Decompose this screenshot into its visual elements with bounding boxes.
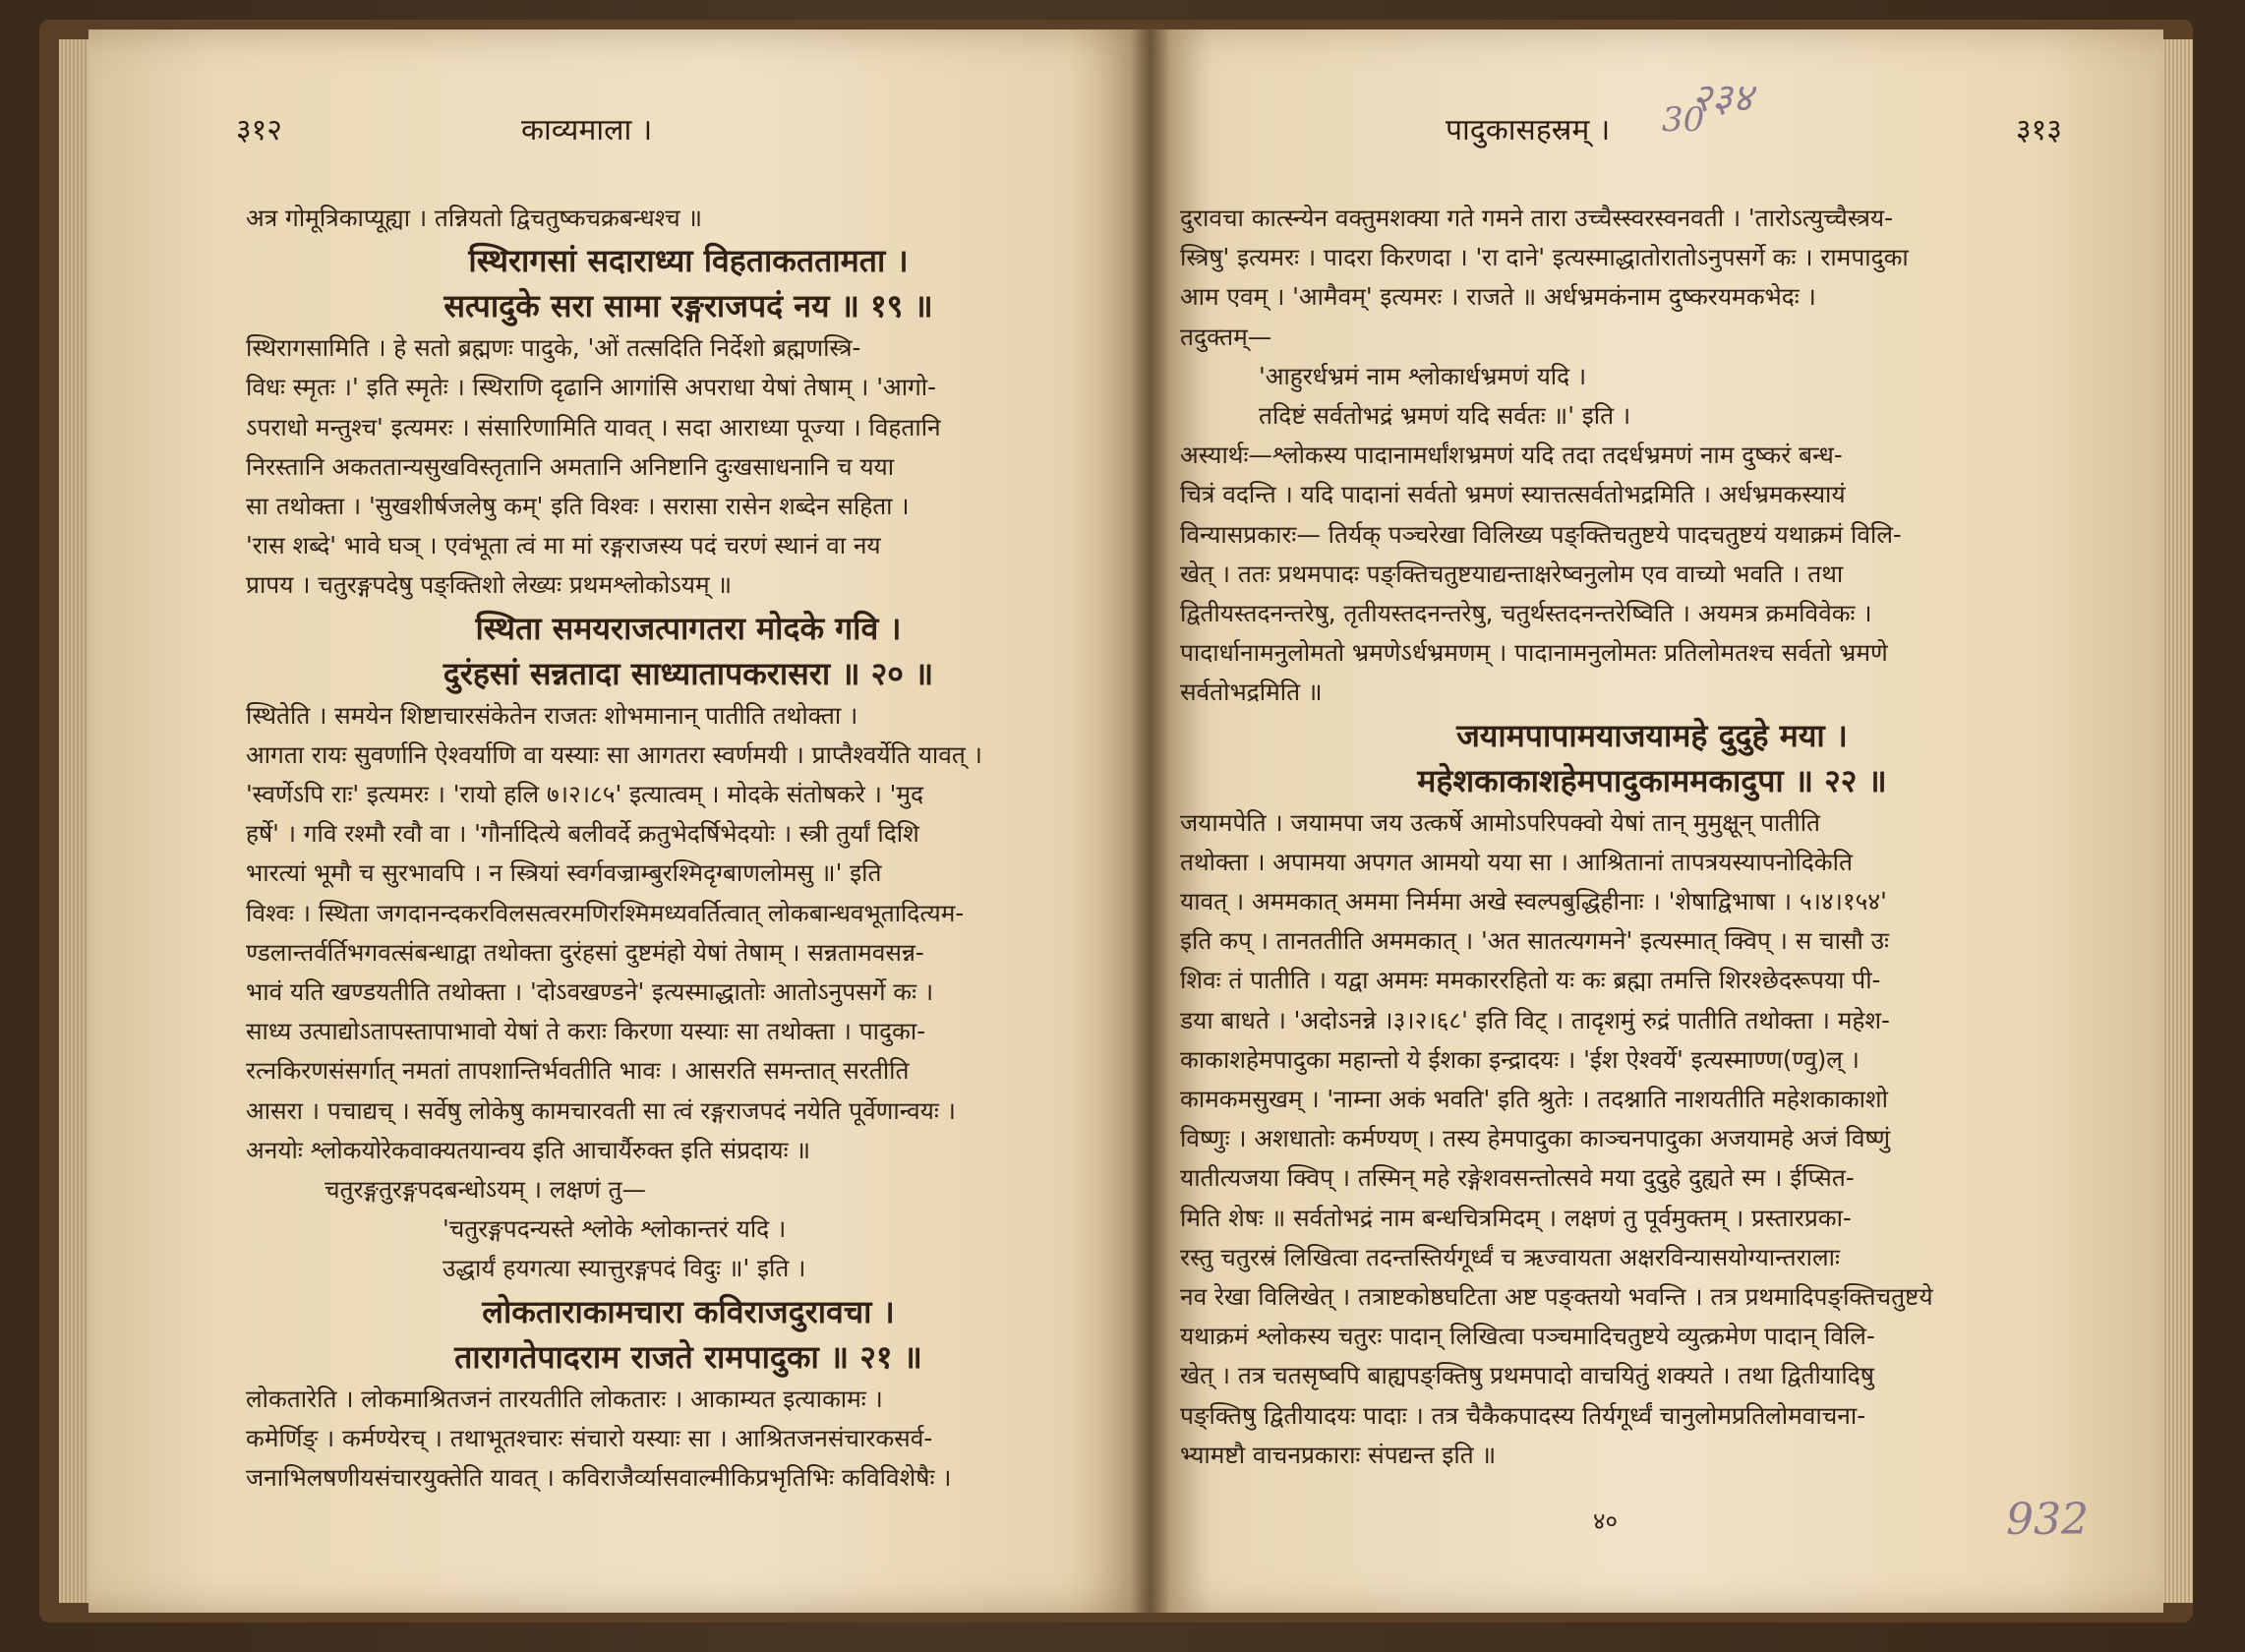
- verse-line: जयामपापामयाजयामहे दुदुहे मया ।: [1456, 716, 1848, 754]
- running-head: काव्यमाला ।: [521, 113, 653, 148]
- text-line: स्त्रिषु' इत्यमरः । पादरा किरणदा । 'रा दाने' इत्यस्माद्धातोरातोऽनुपसर्गे कः । रामपादुका: [1180, 243, 1909, 272]
- text-line: काकाशहेमपादुका महान्तो ये ईशका इन्द्रादयः । 'ईश ऐश्वर्ये' इत्यस्माण्ण(ण्वु)ल् ।: [1180, 1044, 1860, 1074]
- page-number: ३१३: [2016, 113, 2062, 148]
- text-line: मिति शेषः ॥ सर्वतोभद्रं नाम बन्धचित्रमिदम् । लक्षणं तु पूर्वमुक्तम् । प्रस्तारप्रका-: [1180, 1203, 1852, 1232]
- page-number: ३१२: [236, 113, 282, 148]
- text-line: यातीत्यजया क्विप् । तस्मिन् महे रङ्गेशवसन्तोत्सवे मया दुदुहे दुह्यते स्म । ईप्सित-: [1180, 1163, 1855, 1193]
- text-line: जनाभिलषणीयसंचारयुक्तेति यावत् । कविराजैर्व्यासवाल्मीकिप्रभृतिभिः कविविशेषैः ।: [246, 1463, 952, 1493]
- text-line: खेत् । ततः प्रथमपादः पङ्क्तिचतुष्टयाद्यन्ताक्षरेष्वनुलोम एव वाच्यो भवति । तथा: [1180, 559, 1844, 588]
- text-line: रत्नकिरणसंसर्गात् नमतां तापशान्तिर्भवतीति भावः । आसरति समन्तात् सरतीति: [246, 1056, 910, 1086]
- right-page: [1151, 30, 2163, 1613]
- text-line: द्वितीयस्तदनन्तरेषु, तृतीयस्तदनन्तरेषु, चतुर्थस्तदनन्तरेष्विति । अयमत्र क्रमविवेकः ।: [1180, 599, 1872, 628]
- page-edges-right: [2158, 39, 2193, 1603]
- text-line: अनयोः श्लोकयोरेकवाक्यतयान्वय इति आचार्यैरुक्त इति संप्रदायः ॥: [246, 1135, 811, 1164]
- text-line: कामकमसुखम् । 'नाम्ना अकं भवति' इति श्रुतेः । तदश्नाति नाशयतीति महेशकाकाशो: [1180, 1085, 1888, 1114]
- text-line: रस्तु चतुरस्रं लिखित्वा तदन्तस्तिर्यगूर्ध्वं च ऋज्वायता अक्षरविन्यासयोग्यान्तरालाः: [1180, 1242, 1840, 1271]
- running-head: पादुकासहस्रम् ।: [1446, 113, 1611, 148]
- text-line: चतुरङ्गतुरङ्गपदबन्धोऽयम् । लक्षणं तु—: [325, 1175, 646, 1205]
- text-line: तदिष्टं सर्वतोभद्रं भ्रमणं यदि सर्वतः ॥' इति ।: [1259, 401, 1631, 431]
- text-line: आगता रायः सुवर्णानि ऐश्वर्याणि वा यस्याः सा आगतरा स्वर्णमयी । प्राप्तैश्वर्येति यावत् ।: [246, 739, 982, 769]
- text-line: सा तथोक्ता । 'सुखशीर्षजलेषु कम्' इति विश्वः । सरासा रासेन शब्देन सहिता ।: [246, 492, 910, 521]
- text-line: चित्रं वदन्ति । यदि पादानां सर्वतो भ्रमणं स्यात्तत्सर्वतोभद्रमिति । अर्धभ्रमकस्यायं: [1180, 480, 1846, 509]
- text-line: विन्यासप्रकारः— तिर्यक् पञ्चरेखा विलिख्य पङ्क्तिचतुष्टये पादचतुष्टयं यथाक्रमं विलि-: [1180, 519, 1902, 549]
- verse-line: दुरंहसां सन्नतादा साध्यातापकरासरा ॥ २० ॥: [443, 654, 934, 692]
- text-line: दुरावचा कात्स्न्येन वक्तुमशक्या गते गमने तारा उच्चैस्स्वरस्वनवती । 'तारोऽत्युच्चैस्त्रय-: [1180, 204, 1893, 232]
- verse-line: स्थिरागसां सदाराध्या विहताकततामता ।: [468, 242, 909, 280]
- text-line: 'स्वर्णेऽपि राः' इत्यमरः । 'रायो हलि ७।२।८५' इत्यात्वम् । मोदके संतोषकरे । 'मुद: [246, 780, 924, 809]
- text-line: नव रेखा विलिखेत् । तत्राष्टकोष्ठघटिता अष्ट पङ्क्तयो भवन्ति । तत्र प्रथमादिपङ्क्तिचतुष्टये: [1180, 1282, 1933, 1312]
- text-line: ण्डलान्तर्वर्तिभगवत्संबन्धाद्वा तथोक्ता दुरंहसां दुष्टमंहो येषां तेषाम् । सन्नतामवसन्न-: [246, 937, 924, 967]
- verse-line: सत्पादुके सरा सामा रङ्गराजपदं नय ॥ १९ ॥: [443, 287, 933, 325]
- handwritten-note-head: 30: [1662, 100, 1705, 140]
- left-page-text: [246, 199, 1131, 1498]
- text-line: इति कप् । तानततीति अममकात् । 'अत सातत्यगमने' इत्यस्मात् क्विप् । स चासौ उः: [1180, 926, 1890, 956]
- text-line: प्रापय । चतुरङ्गपदेषु पङ्क्तिशो लेख्यः प्रथमश्लोकोऽयम् ॥: [246, 570, 733, 600]
- text-line: विधः स्मृतः ।' इति स्मृतेः । स्थिराणि दृढानि आगांसि अपराधा येषां तेषाम् । 'आगो-: [246, 373, 936, 402]
- text-line: आसरा । पचाद्यच् । सर्वेषु लोकेषु कामचारवती सा त्वं रङ्गराजपदं नयेति पूर्वेणान्वयः ।: [246, 1095, 956, 1125]
- text-line: स्थिरागसामिति । हे सतो ब्रह्मणः पादुके, 'ओं तत्सदिति निर्देशो ब्रह्मणस्त्रि-: [246, 333, 861, 363]
- text-line: सर्वतोभद्रमिति ॥: [1180, 678, 1323, 707]
- text-line: 'चतुरङ्गपदन्यस्ते श्लोके श्लोकान्तरं यदि ।: [443, 1214, 787, 1244]
- text-line: शिवः तं पातीति । यद्वा अममः ममकाररहितो यः कः ब्रह्मा तमत्ति शिरश्छेदरूपया पी-: [1180, 966, 1881, 995]
- verse-line: महेशकाकाशहेमपादुकाममकादुपा ॥ २२ ॥: [1417, 761, 1887, 799]
- text-line: यथाक्रमं श्लोकस्य चतुरः पादान् लिखित्वा पञ्चमादिचतुष्टये व्युत्क्रमेण पादान् विलि-: [1180, 1322, 1875, 1351]
- text-line: पङ्क्तिषु द्वितीयादयः पादाः । तत्र चैकैकपादस्य तिर्यगूर्ध्वं चानुलोमप्रतिलोमवाचना-: [1180, 1400, 1866, 1430]
- text-line: यावत् । अममकात् अममा निर्ममा अखे स्वल्पबुद्धिहीनाः । 'शेषाद्विभाषा । ५।४।१५४': [1180, 887, 1887, 916]
- verse-line: तारागतेपादराम राजते रामपादुका ॥ २१ ॥: [454, 1337, 922, 1376]
- right-page-text: [1180, 199, 2124, 1475]
- text-line: स्थितेति । समयेन शिष्टाचारसंकेतेन राजतः शोभमानान् पातीति तथोक्ता ।: [246, 700, 858, 730]
- book-gutter: [1131, 30, 1170, 1613]
- text-line: अत्र गोमूत्रिकाप्यूह्या । तन्नियतो द्विचतुष्कचक्रबन्धश्च ॥: [246, 204, 703, 232]
- text-line: लोकतारेति । लोकमाश्रितजनं तारयतीति लोकतारः । आकाम्यत इत्याकामः ।: [246, 1384, 883, 1413]
- text-line: ऽपराधो मन्तुश्च' इत्यमरः । संसारिणामिति यावत् । सदा आराध्या पूज्या । विहतानि: [246, 412, 941, 442]
- text-line: भारत्यां भूमौ च सुरभावपि । न स्त्रियां स्वर्गवज्राम्बुरश्मिदृग्बाणलोमसु ॥' इति: [246, 858, 882, 888]
- text-line: डया बाधते । 'अदोऽनन्ने ।३।२।६८' इति विट् । तादृशमुं रुद्रं पातीति तथोक्ता । महेश-: [1180, 1005, 1890, 1034]
- left-page: [89, 30, 1151, 1613]
- text-line: 'रास शब्दे' भावे घञ् । एवंभूता त्वं मा मां रङ्गराजस्य पदं चरणं स्थानं वा नय: [246, 531, 881, 560]
- text-line: साध्य उत्पाद्योऽतापस्तापाभावो येषां ते कराः किरणा यस्याः सा तथोक्ता । पादुका-: [246, 1017, 926, 1046]
- text-line: विश्वः । स्थिता जगदानन्दकरविलसत्वरमणिरश्मिमध्यवर्तित्वात् लोकबान्धवभूतादित्यम-: [246, 898, 965, 927]
- text-line: हर्षे' । गवि रश्मौ रवौ वा । 'गौर्नादित्ये बलीवर्दे क्रतुभेदर्षिभेदयोः । स्त्री तुर्यां दिशि: [246, 819, 919, 849]
- text-line: खेत् । तत्र चतसृष्वपि बाह्यपङ्क्तिषु प्रथमपादो वाचयितुं शक्यते । तथा द्वितीयादिषु: [1180, 1361, 1874, 1390]
- text-line: आम एवम् । 'आमैवम्' इत्यमरः । राजते ॥ अर्धभ्रमकंनाम दुष्करयमकभेदः ।: [1180, 282, 1816, 312]
- verse-line: लोकताराकामचारा कविराजदुरावचा ।: [482, 1292, 895, 1330]
- text-line: जयामपेति । जयामपा जय उत्कर्षे आमोऽपरिपक्वो येषां तान् मुमुक्षून् पातीति: [1180, 807, 1821, 837]
- text-line: कमेर्णिङ् । कर्मण्येरच् । तथाभूतश्चारः संचारो यस्याः सा । आश्रितजनसंचारकसर्व-: [246, 1423, 933, 1452]
- text-line: निरस्तानि अकततान्यसुखविस्तृतानि अमतानि अनिष्टानि दुःखसाधनानि च यया: [246, 451, 895, 481]
- text-line: भावं यति खण्डयतीति तथोक्ता । 'दोऽवखण्डने' इत्यस्माद्धातोः आतोऽनुपसर्गे कः ।: [246, 977, 934, 1007]
- text-line: भ्यामष्टौ वाचनप्रकाराः संपद्यन्त इति ॥: [1180, 1440, 1497, 1469]
- text-line: 'आहुरर्धभ्रमं नाम श्लोकार्धभ्रमणं यदि ।: [1259, 361, 1587, 390]
- handwritten-note-top: २३४: [1691, 76, 1753, 121]
- text-line: तथोक्ता । अपामया अपगत आमयो यया सा । आश्रितानां तापत्रयस्यापनोदिकेति: [1180, 847, 1853, 876]
- verse-line: स्थिता समयराजत्पागतरा मोदके गवि ।: [475, 609, 902, 647]
- text-line: अस्यार्थः—श्लोकस्य पादानामर्धांशभ्रमणं यदि तदा तदर्धभ्रमणं नाम दुष्करं बन्ध-: [1180, 441, 1843, 470]
- folio-number: ४०: [1593, 1507, 1618, 1535]
- text-line: उद्धार्यं हयगत्या स्यात्तुरङ्गपदं विदुः ॥' इति ।: [443, 1254, 806, 1283]
- handwritten-note-bottom: 932: [2006, 1495, 2089, 1545]
- text-line: विष्णुः । अशधातोः कर्मण्यण् । तस्य हेमपादुका काञ्चनपादुका अजयामहे अजं विष्णुं: [1180, 1124, 1891, 1153]
- text-line: तदुक्तम्—: [1180, 322, 1272, 351]
- text-line: पादार्धानामनुलोमतो भ्रमणेऽर्धभ्रमणम् । पादानामनुलोमतः प्रतिलोमतश्च सर्वतो भ्रमणे: [1180, 638, 1888, 668]
